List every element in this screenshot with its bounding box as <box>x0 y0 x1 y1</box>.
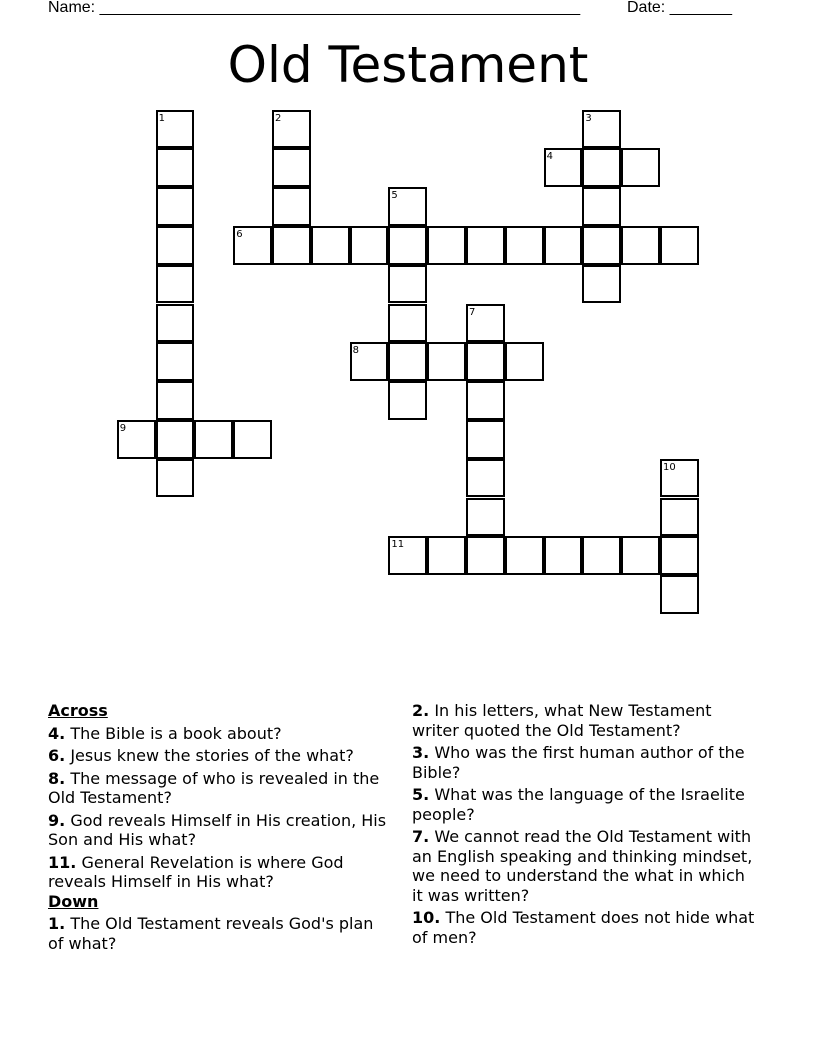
crossword-cell[interactable] <box>660 498 699 537</box>
crossword-cell[interactable] <box>272 148 311 187</box>
clue-across-6 <box>48 746 393 766</box>
crossword-cell[interactable] <box>388 226 427 265</box>
crossword-cell[interactable] <box>427 226 466 265</box>
clue-number: 3. <box>412 743 430 762</box>
clue-number-label: 11 <box>391 539 405 551</box>
crossword-cell[interactable] <box>621 148 660 187</box>
clue-down-1 <box>48 914 393 953</box>
clue-across-11 <box>48 853 393 892</box>
crossword-cell[interactable] <box>388 304 427 343</box>
clue-across-8 <box>48 769 393 808</box>
crossword-cell[interactable] <box>156 304 195 343</box>
crossword-cell[interactable] <box>582 187 621 226</box>
clue-text: Who was the first human author of the Bible? <box>412 743 745 782</box>
crossword-cell[interactable] <box>466 498 505 537</box>
crossword-cell[interactable] <box>660 226 699 265</box>
crossword-cell[interactable] <box>544 226 583 265</box>
crossword-cell[interactable] <box>582 536 621 575</box>
crossword-cell[interactable] <box>311 226 350 265</box>
crossword-cell[interactable] <box>466 420 505 459</box>
crossword-cell[interactable] <box>156 226 195 265</box>
clue-number: 10. <box>412 908 441 927</box>
clue-text: In his letters, what New Testament writer quoted the Old Testament? <box>412 701 712 740</box>
clue-number: 5. <box>412 785 430 804</box>
crossword-cell[interactable] <box>156 342 195 381</box>
clue-down-2 <box>412 701 757 740</box>
clue-across-4 <box>48 724 393 744</box>
clue-number-label: 4 <box>546 151 553 163</box>
clue-text: God reveals Himself in His creation, His Son and His what? <box>48 810 387 849</box>
crossword-cell[interactable] <box>156 459 195 498</box>
clue-number-label: 6 <box>236 228 243 240</box>
page-title: Old Testament <box>227 36 589 94</box>
crossword-cell[interactable] <box>582 265 621 304</box>
crossword-cell[interactable] <box>466 381 505 420</box>
clue-number: 2. <box>412 701 430 720</box>
clue-down-10 <box>412 908 757 947</box>
name-line: Name: ______________________________________________________ <box>48 0 581 16</box>
clue-number-label: 10 <box>663 461 676 473</box>
crossword-cell[interactable] <box>388 381 427 420</box>
crossword-cell[interactable] <box>388 342 427 381</box>
clue-text: Jesus knew the stories of the what? <box>70 746 354 765</box>
clue-text: The Old Testament reveals God's plan of what? <box>48 914 374 953</box>
clue-number: 11. <box>48 852 77 872</box>
clue-number: 6. <box>48 746 66 765</box>
crossword-cell[interactable] <box>156 148 195 187</box>
clue-number-label: 1 <box>158 112 165 124</box>
crossword-cell[interactable] <box>350 226 389 265</box>
crossword-cell[interactable] <box>505 226 544 265</box>
clue-number-label: 3 <box>585 112 592 124</box>
crossword-cell[interactable] <box>388 265 427 304</box>
crossword-cell[interactable] <box>466 459 505 498</box>
crossword-cell[interactable] <box>660 575 699 614</box>
clue-text: We cannot read the Old Testament with an English speaking and thinking mindset, we need to understand the what in which it was written? <box>412 827 753 905</box>
clues-left-column <box>48 701 393 953</box>
crossword-cell[interactable] <box>466 226 505 265</box>
clue-number-label: 9 <box>119 422 127 434</box>
crossword-cell[interactable] <box>272 187 311 226</box>
crossword-cell[interactable] <box>582 226 621 265</box>
down-heading: Down <box>48 891 99 911</box>
clue-number-label: 8 <box>352 345 359 357</box>
clue-number: 1. <box>48 914 66 933</box>
clue-number-label: 7 <box>469 306 476 318</box>
clue-down-7 <box>412 827 757 905</box>
clue-down-3 <box>412 743 757 782</box>
crossword-cell[interactable] <box>505 342 544 381</box>
crossword-cell[interactable] <box>427 536 466 575</box>
crossword-cell[interactable] <box>156 187 195 226</box>
crossword-cell[interactable] <box>466 536 505 575</box>
clue-number: 9. <box>48 810 66 830</box>
clue-text: What was the language of the Israelite people? <box>412 785 745 824</box>
crossword-cell[interactable] <box>621 536 660 575</box>
clue-text: The Bible is a book about? <box>70 723 282 743</box>
crossword-cell[interactable] <box>505 536 544 575</box>
clue-text: The message of who is revealed in the Old Testament? <box>48 768 380 807</box>
crossword-cell[interactable] <box>621 226 660 265</box>
clue-number: 8. <box>48 768 66 788</box>
crossword-cell[interactable] <box>156 381 195 420</box>
crossword-cell[interactable] <box>660 536 699 575</box>
crossword-cell[interactable] <box>272 226 311 265</box>
clue-number-label: 5 <box>391 190 398 202</box>
clue-number: 7. <box>412 827 430 846</box>
across-heading: Across <box>48 701 108 720</box>
clue-number: 4. <box>48 723 66 743</box>
clue-down-5 <box>412 785 757 824</box>
clues-right-column <box>412 701 757 947</box>
crossword-cell[interactable] <box>233 420 272 459</box>
crossword-cell[interactable] <box>544 536 583 575</box>
clue-across-9 <box>48 811 393 850</box>
clue-text: The Old Testament does not hide what of men? <box>412 908 755 947</box>
clue-number-label: 2 <box>275 112 282 124</box>
crossword-cell[interactable] <box>156 420 195 459</box>
crossword-cell[interactable] <box>156 265 195 304</box>
crossword-cell[interactable] <box>466 342 505 381</box>
crossword-cell[interactable] <box>582 148 621 187</box>
crossword-cell[interactable] <box>194 420 233 459</box>
date-line: Date: _______ <box>627 0 732 16</box>
clue-text: General Revelation is where God reveals Himself in His what? <box>48 852 344 891</box>
crossword-cell[interactable] <box>427 342 466 381</box>
